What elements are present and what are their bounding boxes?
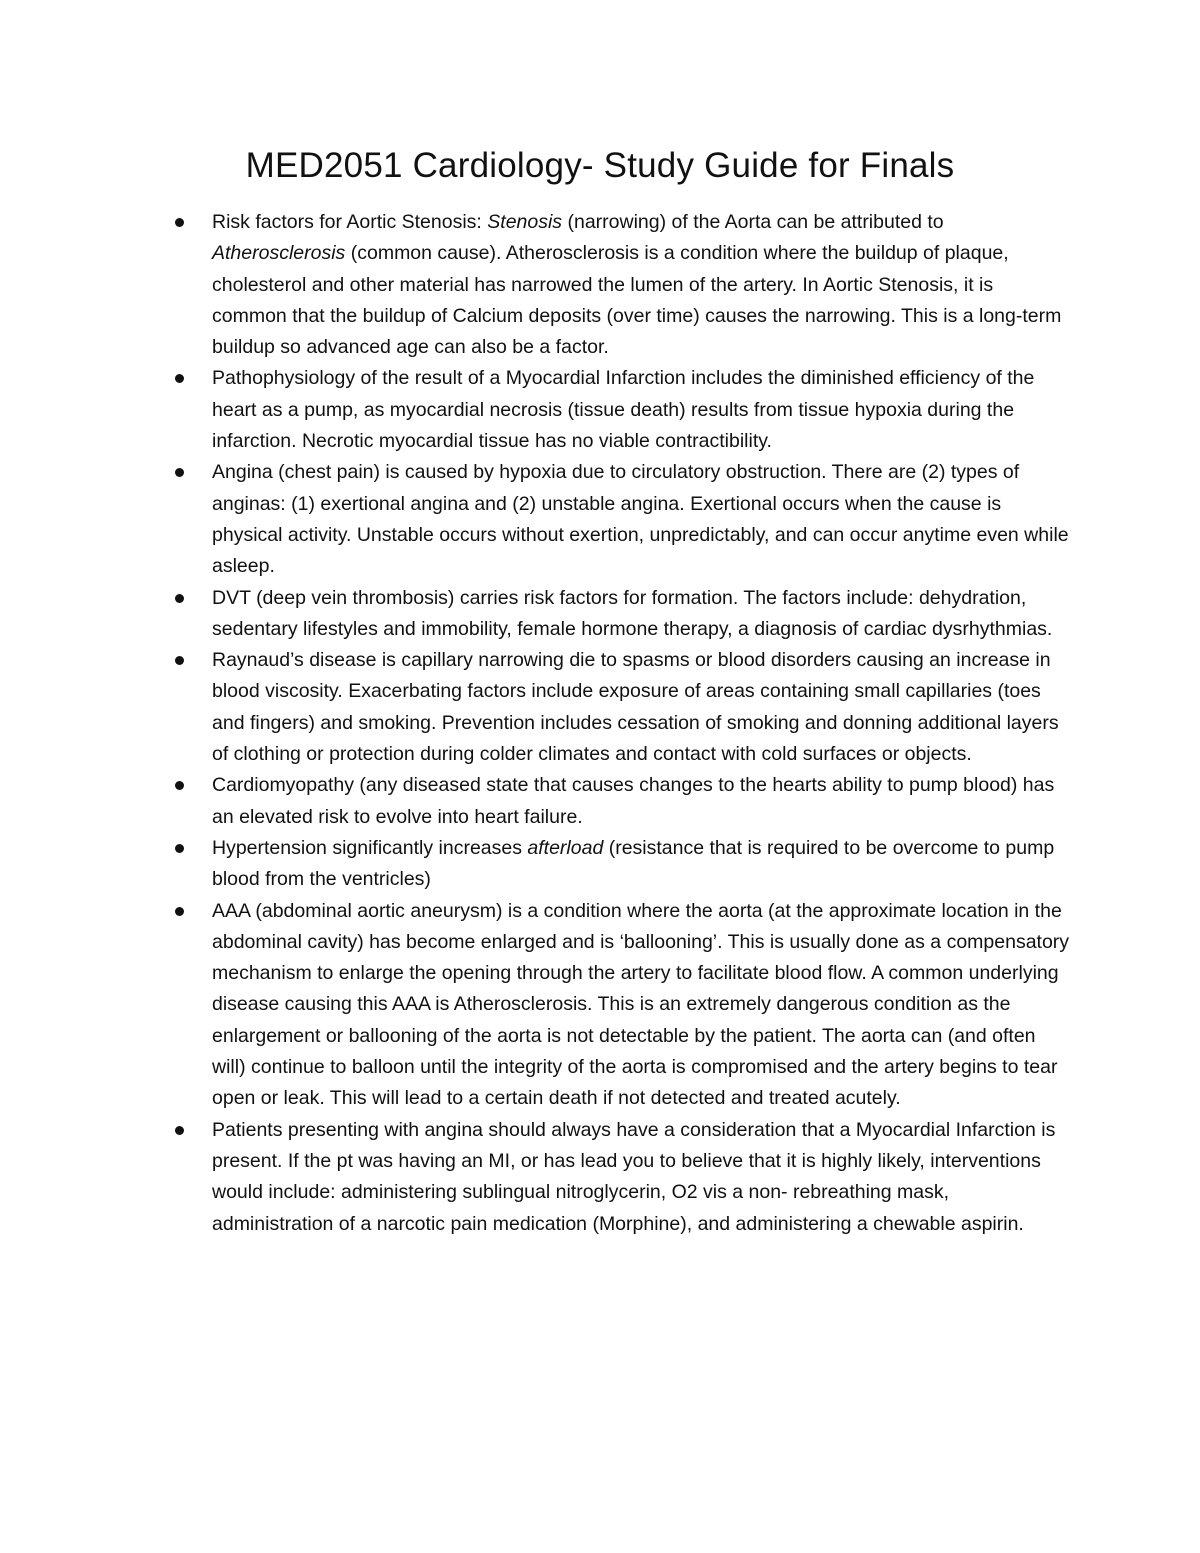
- bullet-icon: [175, 656, 184, 665]
- list-item-aortic-stenosis: Risk factors for Aortic Stenosis: Stenosis (narrowing) of the Aorta can be attributed to Atherosclerosis (common cause). Atherosclerosis is a condition where the buildup of plaque, cholesterol and other material has narrowed the lumen of the artery. In Aortic Stenosis, it is common that the buildup of Calcium deposits (over time) causes the narrowing. This is a long-term buildup so advanced age can also be a factor.: [212, 207, 1072, 363]
- list-item-angina: Angina (chest pain) is caused by hypoxia due to circulatory obstruction. There are (2) types of anginas: (1) exertional angina and (2) unstable angina. Exertional occurs when the cause is physical activity. Unstable occurs without exertion, unpredictably, and can occur anytime even while asleep.: [212, 457, 1072, 582]
- bullet-icon: [175, 781, 184, 790]
- bullet-icon: [175, 218, 184, 227]
- list-item-myocardial-infarction: Pathophysiology of the result of a Myocardial Infarction includes the diminished efficiency of the heart as a pump, as myocardial necrosis (tissue death) results from tissue hypoxia during the infarction. Necrotic myocardial tissue has no viable contractibility.: [212, 363, 1072, 457]
- bullet-icon: [175, 844, 184, 853]
- list-item-dvt: DVT (deep vein thrombosis) carries risk factors for formation. The factors include: dehydration, sedentary lifestyles and immobility, female hormone therapy, a diagnosis of cardiac dysrhythmias.: [212, 583, 1072, 646]
- bullet-icon: [175, 374, 184, 383]
- list-item-raynauds: Raynaud’s disease is capillary narrowing die to spasms or blood disorders causing an increase in blood viscosity. Exacerbating factors include exposure of areas containing small capillaries (toes and fingers) and smoking. Prevention includes cessation of smoking and donning additional layers of clothing or protection during colder climates and contact with cold surfaces or objects.: [212, 645, 1072, 770]
- list-item-cardiomyopathy: Cardiomyopathy (any diseased state that causes changes to the hearts ability to pump blood) has an elevated risk to evolve into heart failure.: [212, 770, 1072, 833]
- bullet-icon: [175, 1126, 184, 1135]
- bullet-icon: [175, 594, 184, 603]
- page-title: MED2051 Cardiology- Study Guide for Finals: [245, 146, 955, 185]
- study-guide-list: [212, 207, 1072, 1240]
- bullet-icon: [175, 907, 184, 916]
- bullet-icon: [175, 468, 184, 477]
- list-item-mi-interventions: Patients presenting with angina should always have a consideration that a Myocardial Infarction is present. If the pt was having an MI, or has lead you to believe that it is highly likely, interventions would include: administering sublingual nitroglycerin, O2 vis a non- rebreathing mask, administration of a narcotic pain medication (Morphine), and administering a chewable aspirin.: [212, 1115, 1072, 1240]
- list-item-hypertension: Hypertension significantly increases afterload (resistance that is required to be overcome to pump blood from the ventricles): [212, 833, 1072, 896]
- list-item-aaa: AAA (abdominal aortic aneurysm) is a condition where the aorta (at the approximate location in the abdominal cavity) has become enlarged and is ‘ballooning’. This is usually done as a compensatory mechanism to enlarge the opening through the artery to facilitate blood flow. A common underlying disease causing this AAA is Atherosclerosis. This is an extremely dangerous condition as the enlargement or ballooning of the aorta is not detectable by the patient. The aorta can (and often will) continue to balloon until the integrity of the aorta is compromised and the artery begins to tear open or leak. This will lead to a certain death if not detected and treated acutely.: [212, 896, 1072, 1115]
